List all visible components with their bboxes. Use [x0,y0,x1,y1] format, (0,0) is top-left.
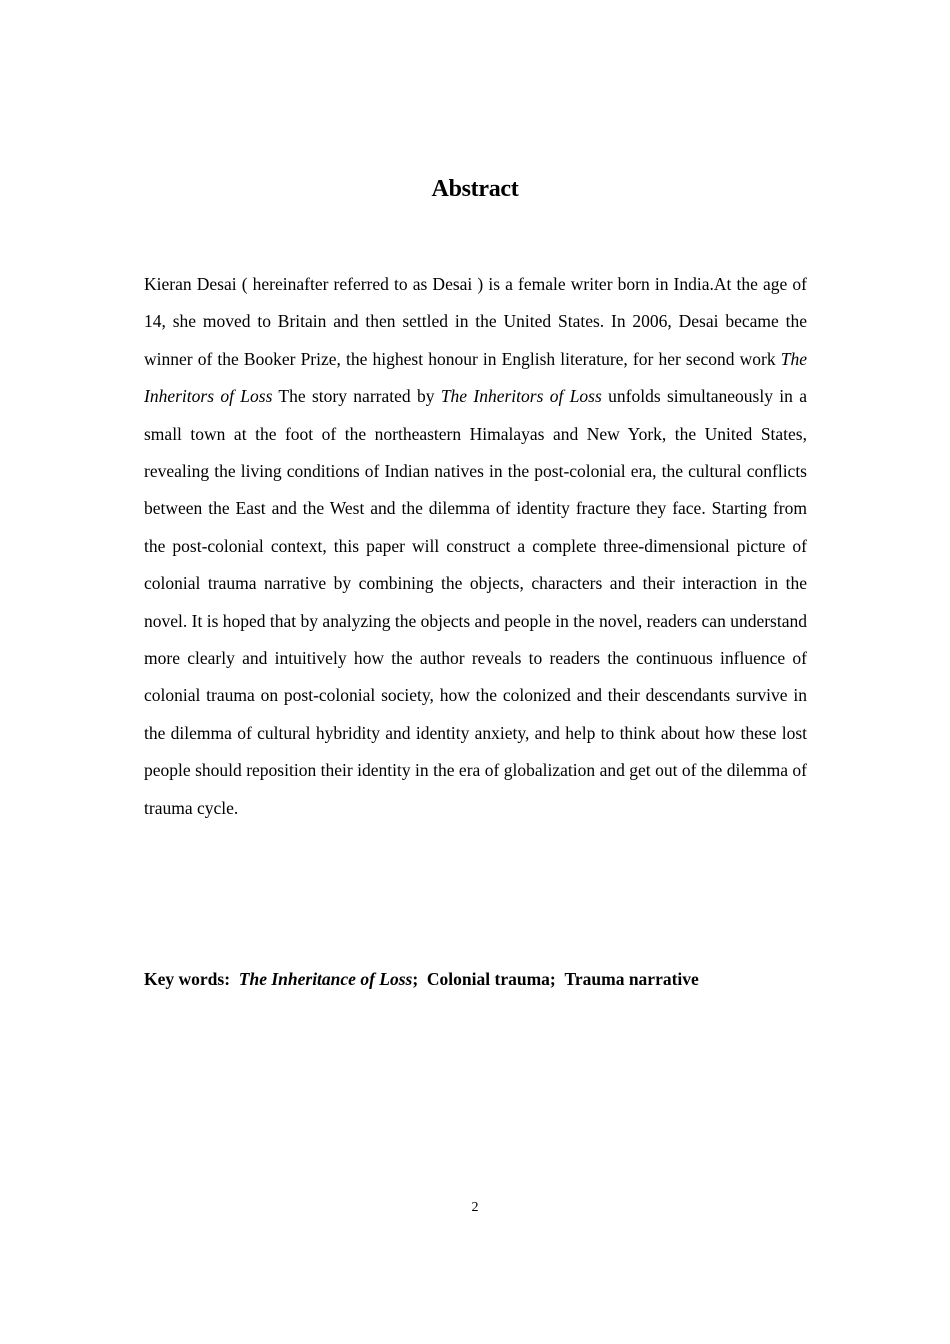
abstract-heading: Abstract [431,176,519,202]
page-number: 2 [471,1200,479,1215]
keywords-line [144,962,807,996]
abstract-text-part-1: Kieran Desai ( hereinafter referred to as Desai ) is a female writer born in India.At the age of 14, she moved to Britain and then settled in the United States. In 2006, Desai became the winner of the Booker Prize, the highest honour in English literature, for her second work [144,274,807,369]
keyword-1: The Inheritance of Loss [238,969,413,989]
abstract-text-part-3: unfolds simultaneously in a small town at the foot of the northeastern Himalayas and New York, the United States, revealing the living conditions of Indian natives in the post-colonial era, the cultural conflicts between the East and the West and the dilemma of identity fracture they face. Starting from the post-colonial context, this paper will construct a complete three-dimensional picture of colonial trauma narrative by combining the objects, characters and their interaction in the novel. It is hoped that by analyzing the objects and people in the novel, readers can understand more clearly and intuitively how the author reveals to readers the continuous influence of colonial trauma on post-colonial society, how the colonized and their descendants survive in the dilemma of cultural hybridity and identity anxiety, and help to think about how these lost people should reposition their identity in the era of globalization and get out of the dilemma of trauma cycle. [144,386,807,818]
keyword-separator: ; [549,969,556,989]
abstract-text-part-2: The story narrated by [272,386,441,407]
keyword-2: Colonial trauma [426,969,550,989]
keyword-3: Trauma narrative [564,969,699,989]
keyword-separator: ; [412,969,419,989]
keywords-label: Key words: [144,969,231,989]
book-title-reference-1: The Inheritors of Loss [144,348,807,407]
abstract-paragraph [144,266,807,827]
book-title-reference-2: The Inheritors of Loss [440,386,602,407]
